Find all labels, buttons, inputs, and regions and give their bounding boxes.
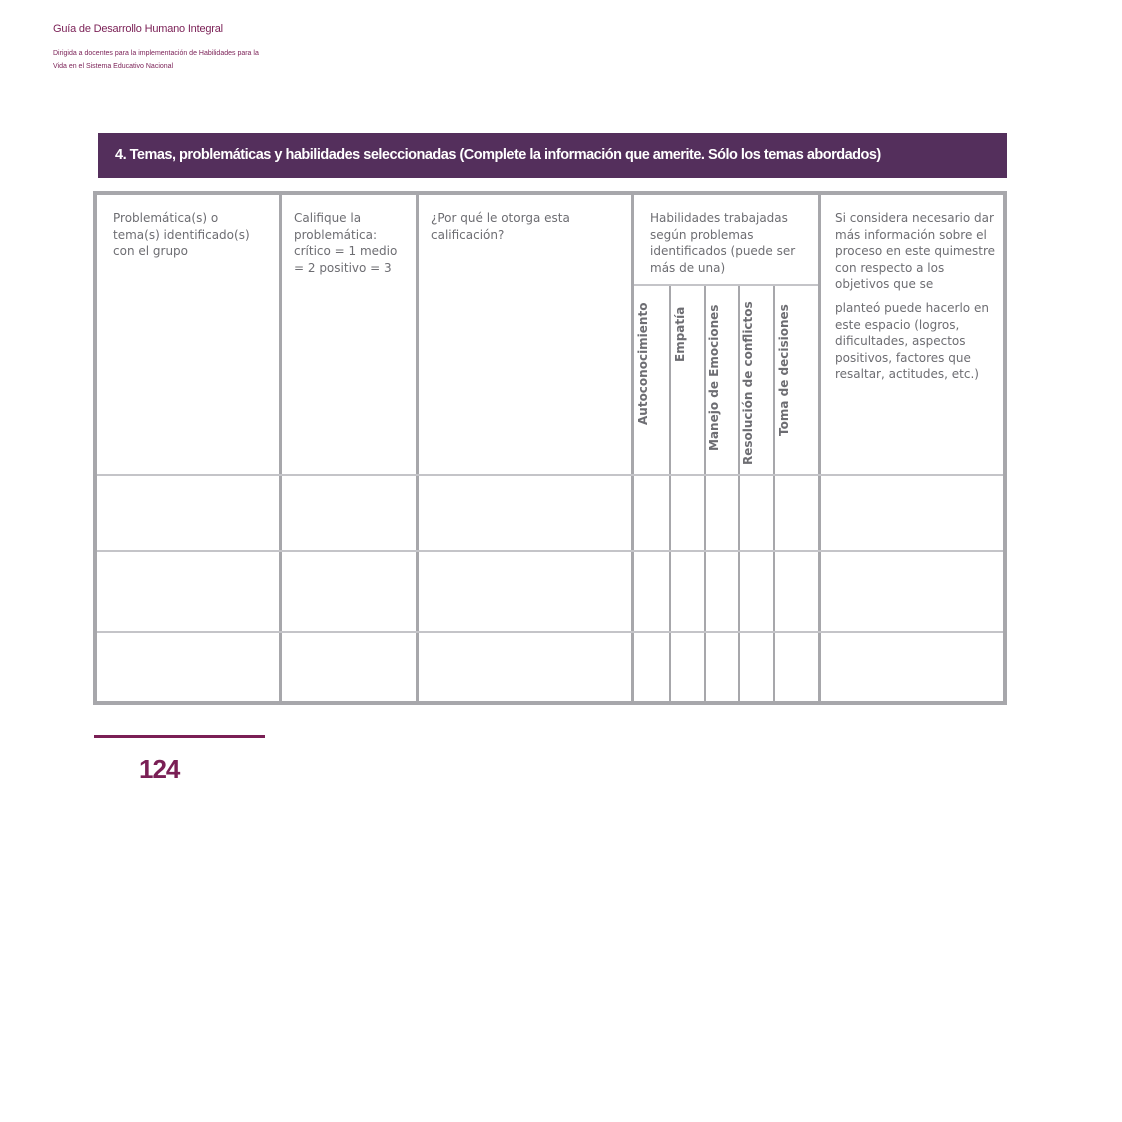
skills-header-separator [634, 284, 818, 286]
document-header-title: Guía de Desarrollo Humano Integral [53, 23, 223, 35]
header-informacion-part1: Si considera necesario dar más información sobre el proceso en este quimestre con respecto a los objetivos que se [835, 211, 995, 291]
page-number: 124 [139, 754, 180, 784]
header-califique: Califique la problemática: crítico = 1 medio = 2 positivo = 3 [294, 211, 398, 275]
skill-resolucion-conflictos: Resolución de conflictos [741, 301, 755, 465]
skill-autoconocimiento: Autoconocimiento [636, 302, 650, 425]
subtitle-line-1: Dirigida a docentes para la implementación de Habilidades para la [53, 50, 259, 57]
table-row[interactable] [97, 476, 1003, 550]
subtitle-line-2: Vida en el Sistema Educativo Nacional [53, 63, 174, 70]
section-title: 4. Temas, problemáticas y habilidades seleccionadas (Complete la información que amerite. Sólo los temas abordados) [115, 147, 881, 163]
header-habilidades: Habilidades trabajadas según problemas identificados (puede ser más de una) [650, 211, 796, 275]
header-informacion-part2: planteó puede hacerlo en este espacio (logros, dificultades, aspectos positivos, factores que resaltar, actitudes, etc.) [835, 301, 989, 381]
skill-empatia: Empatía [673, 306, 687, 362]
evaluation-table [93, 191, 1007, 705]
table-row[interactable] [97, 633, 1003, 701]
header-problematica: Problemática(s) o tema(s) identificado(s) con el grupo [113, 211, 250, 258]
section-title-banner [98, 133, 1007, 178]
footer-rule [94, 735, 265, 738]
table-row[interactable] [97, 552, 1003, 631]
skill-manejo-emociones: Manejo de Emociones [707, 304, 721, 451]
header-por-que: ¿Por qué le otorga esta calificación? [431, 211, 570, 242]
document-header-subtitle [53, 47, 313, 73]
skill-toma-decisiones: Toma de decisiones [777, 304, 791, 436]
